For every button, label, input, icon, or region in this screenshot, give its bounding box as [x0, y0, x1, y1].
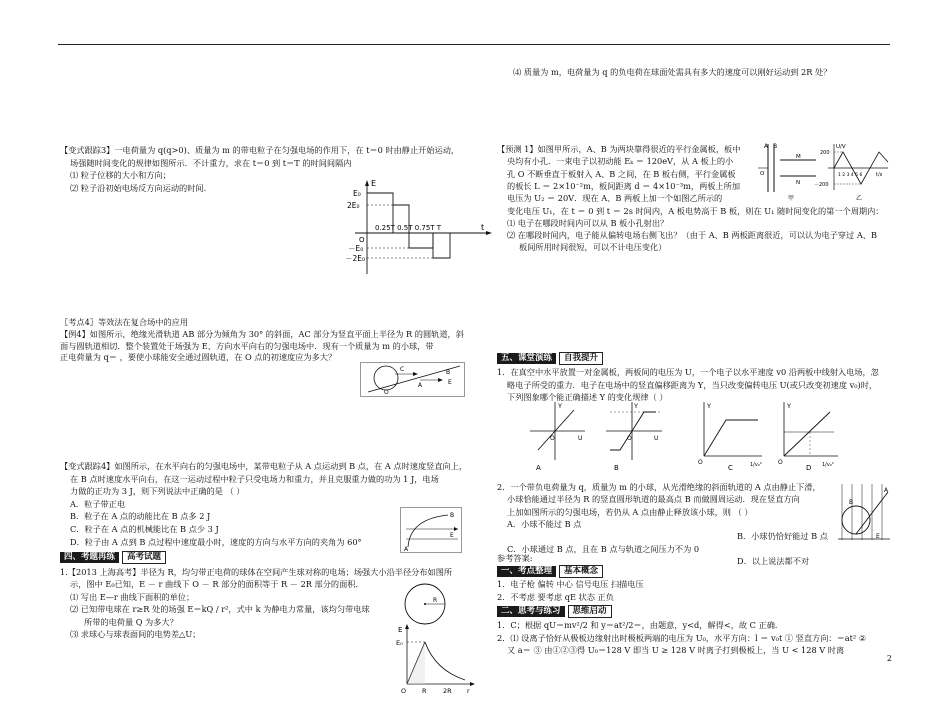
- svg-text:A: A: [536, 464, 541, 472]
- fig-u200: 200: [820, 150, 830, 156]
- svg-text:O: O: [627, 435, 632, 442]
- bs4-line: 【变式跟踪4】如图所示，在水平向右的匀强电场中，某带电粒子从 A 点运动到 B 点，在 A 点时速度竖直向上，: [60, 461, 468, 471]
- gk-line: ⑴ 写出 E—r 曲线下面积的单位；: [70, 591, 195, 602]
- section-5-sub: 自我提升: [559, 352, 603, 365]
- svg-text:A: A: [418, 382, 423, 389]
- yl2-line: 小球恰能通过半径为 R 的竖直圆形轨道的最高点 B 而做圆周运动．现在竖直方向: [507, 494, 800, 505]
- fig-u-unit: U/V: [836, 144, 846, 150]
- e-t-graph: [345, 178, 495, 278]
- yc1-line: 央均有小孔．一束电子以初动能 Eₖ ＝ 120eV，从 A 板上的小: [507, 156, 734, 167]
- bs4-line: B．粒子在 A 点的动能比在 B 点多 2 J: [70, 511, 211, 522]
- bs4-line: A．粒子带正电: [70, 498, 126, 509]
- bs4-line: 力做的正功为 3 J，则下列说法中正确的是 （ ）: [70, 486, 245, 497]
- yc1-line: 变化电压 U₁，在 t ＝ 0 到 t ＝ 2s 时间内，A 板电势高于 B 板，则在 U₁ 随时间变化的第一个周期内：: [507, 205, 884, 216]
- yc1-line: 【预测 1】如图甲所示，A、B 为两块靠得很近的平行金属板，板中: [497, 144, 741, 154]
- t-tick-labels: 0.25T 0.5T 0.75T T: [375, 224, 442, 232]
- svg-text:U: U: [578, 435, 583, 442]
- incline-loop-figure: [360, 362, 465, 397]
- label-2e0: 2E₀: [347, 201, 360, 210]
- svg-text:O: O: [698, 459, 703, 466]
- a1-line: 1．电子枪 偏转 中心 信号电压 扫描电压: [497, 579, 644, 589]
- fig-yi: 乙: [856, 195, 863, 202]
- a1-line: 2．不考虑 要考虑 qE 状态 正负: [497, 591, 614, 602]
- axis-e-label: E: [371, 179, 377, 188]
- yc1-line: 孔 O 不断垂直于板射入 A、B 之间，在 B 板右侧，平行金属板: [507, 168, 736, 179]
- bs3-line: ⑴ 粒子位移的大小和方向；: [70, 170, 171, 181]
- gk-line: 所带的电荷量 Q 为多大？: [84, 616, 178, 627]
- svg-text:Y: Y: [707, 402, 711, 410]
- yc1-line: 板间所用时间很短，可以不计电压变化）: [519, 242, 667, 253]
- gk-line: 1.【2013 上海高考】半径为 R，均匀带正电荷的球体在空间产生球对称的电场；场强大小沿半径分布如图所: [60, 567, 453, 577]
- a2-line: 又 a＝ ③ 由①②③得 U₀＝128 V 即当 U ≥ 128 V 时离子打到极板上，当 U < 128 V 时离: [507, 645, 845, 655]
- section-4-key: 四、考题再练: [60, 552, 119, 563]
- svg-text:C: C: [400, 366, 405, 373]
- svg-text:E: E: [450, 532, 454, 539]
- label-e0: E₀: [353, 189, 361, 198]
- sphere-e-r-figure: [395, 580, 475, 698]
- fig-plate-a: A: [764, 143, 769, 150]
- bs3-line: 【变式跟踪3】一电荷量为 q(q>0)、质量为 m 的带电粒子在匀强电场的作用下，在 t＝0 时由静止开始运动，: [60, 145, 460, 155]
- fig-um200: －200: [814, 182, 829, 188]
- li4-line: 正电荷量为 q＝ ，要使小球能安全通过圆轨道，在 O 点的初速度应为多大？: [60, 352, 337, 362]
- fig-o-label: O: [401, 687, 407, 695]
- svg-text:C: C: [728, 464, 733, 472]
- svg-text:E: E: [448, 379, 452, 386]
- axis-t-label: t: [481, 223, 485, 232]
- gk-line: ⑶ 求球心与球表面间的电势差△U；: [70, 629, 201, 639]
- yl2-line: D．以上说法都不对: [737, 555, 810, 566]
- question-4: ⑷ 质量为 m，电荷量为 q 的负电荷在球面处需具有多大的速度可以刚好运动到 2R 处？: [513, 67, 832, 77]
- svg-text:1/v₀²: 1/v₀²: [822, 462, 834, 468]
- fig-e-label: E: [398, 626, 403, 634]
- answer-label: 参考答案:: [497, 553, 533, 563]
- particle-path-figure: [400, 507, 462, 553]
- plates-voltage-figure: [758, 140, 890, 202]
- yl1-line: 下列图象哪个能正确描述 Y 的变化规律（ ）: [507, 392, 668, 403]
- a2-line: 1．C；根据 qU＝mv²/2 和 y＝at²/2＝，由题意，y<d，解得<，故 C 正确．: [497, 620, 784, 630]
- ans1-key: 一、考点整理: [497, 566, 556, 577]
- option-graph-c: [698, 402, 762, 472]
- svg-text:O: O: [778, 459, 783, 466]
- section-4-header: [60, 551, 166, 564]
- bs3-line: ⑵ 粒子沿初始电场反方向运动的时间．: [70, 182, 212, 193]
- fig-t-ticks: 1 2 3 4 5 6: [838, 173, 863, 178]
- svg-text:O: O: [384, 389, 389, 396]
- kaodian-4-text: 〖考点4〗等效法在复合场中的应用: [60, 317, 189, 327]
- fig-2r-label: 2R: [443, 687, 452, 695]
- yc1-line: ⑴ 电子在哪段时间内可以从 B 板小孔射出？: [507, 217, 669, 228]
- bs4-line: 在 B 点时速度水平向右，在这一运动过程中粒子只受电场力和重力，并且克服重力做的功为 1 J，电场: [70, 473, 439, 484]
- option-graph-a: [530, 402, 585, 472]
- option-graph-b: [606, 402, 662, 472]
- yl2-line: B．小球仍恰好能过 B 点: [737, 531, 828, 542]
- yl2-line: 上加如图所示的匀强电场，若仍从 A 点由静止释放该小球，则 （ ）: [507, 506, 753, 517]
- section-5-key: 五、课堂演练: [497, 353, 556, 364]
- answer-2-header: [497, 605, 612, 618]
- yl2-line: 2．一个带负电荷量为 q，质量为 m 的小球，从光滑绝缘的斜面轨道的 A 点由静止下滑，: [497, 482, 821, 492]
- bs4-line: D．粒子由 A 点到 B 点过程中速度最小时，速度的方向与水平方向的夹角为 60°: [70, 536, 362, 547]
- ans1-sub: 基本概念: [559, 565, 603, 578]
- fig-plate-b: B: [773, 143, 778, 150]
- yl2-line: C．小球通过 B 点，且在 B 点与轨道之间压力不为 0: [507, 543, 700, 554]
- svg-text:D: D: [806, 464, 812, 472]
- fig-m: M: [796, 154, 801, 160]
- yl1-line: 1．在真空中水平放置一对金属板，两板间的电压为 U，一个电子以水平速度 v0 沿两板中线射入电场，忽: [497, 367, 879, 377]
- svg-text:B: B: [614, 464, 619, 472]
- loop-b: B: [849, 499, 854, 506]
- bs3-line: 场强随时间变化的规律如图所示．不计重力，求在 t＝0 到 t＝T 的时间间隔内: [70, 157, 352, 168]
- svg-text:B: B: [450, 512, 455, 519]
- ans2-key: 二、思考与练习: [497, 606, 565, 617]
- header-rule: [58, 44, 890, 45]
- ans2-sub: 思维启动: [568, 605, 612, 618]
- fig-jia: 甲: [788, 195, 795, 202]
- svg-text:Y: Y: [558, 402, 562, 410]
- origin-label: O: [359, 236, 365, 244]
- section-4-sub: 高考试题: [122, 551, 166, 564]
- option-graph-d: [778, 402, 838, 472]
- answer-1-header: [497, 565, 603, 578]
- yc1-line: ⑵ 在哪段时间内，电子能从偏转电场右侧飞出？（由于 A、B 两板距离很近，可以认为电子穿过 A、B: [507, 230, 877, 241]
- label-neg-e0: －E₀: [348, 244, 364, 253]
- fig-r-label: R: [422, 687, 427, 695]
- svg-text:U: U: [654, 435, 659, 442]
- bs4-line: C．粒子在 A 点的机械能比在 B 点少 3 J: [70, 524, 219, 534]
- fig-n: N: [796, 180, 801, 186]
- gk-line: 示，图中 E₀已知，E － r 曲线下 O － R 部分的面积等于 R － 2R 部分的面积．: [70, 579, 364, 590]
- loop-track-figure: [836, 482, 892, 544]
- svg-text:B: B: [446, 369, 451, 376]
- fig-e0-label: E₀: [396, 639, 403, 647]
- yl1-line: 略电子所受的重力．电子在电场中的竖直偏移距离为 Y，当只改变偏转电压 U(或只改变初速度 v₀)时，: [507, 379, 878, 390]
- svg-text:1/v₀²: 1/v₀²: [750, 462, 762, 468]
- label-neg-2e0: －2E₀: [345, 254, 366, 263]
- svg-text:Y: Y: [634, 402, 638, 410]
- yc1-line: 的板长 L ＝ 2×10⁻²m，板间距离 d ＝ 4×10⁻³m，两板上所加: [507, 180, 741, 191]
- svg-text:O: O: [550, 435, 555, 442]
- li4-line: 面与圆轨道相切．整个装置处于场强为 E、方向水平向右的匀强电场中．现有一个质量为 m 的小球，带: [60, 340, 434, 351]
- fig-o: O: [760, 171, 765, 177]
- li4-line: 【例4】如图所示，绝缘光滑轨道 AB 部分为倾角为 30° 的斜面，AC 部分为竖直平面上半径为 R 的圆轨道，斜: [60, 329, 464, 339]
- loop-e: E: [876, 533, 880, 540]
- section-5-header: [497, 352, 603, 365]
- a2-line: 2．⑴ 设离子恰好从极板边缘射出时极板两端的电压为 U₀，水平方向：l ＝ v₀t ① 竖直方向：＝at² ②: [497, 632, 867, 643]
- gk-line: ⑵ 已知带电球在 r≥R 处的场强 E＝kQ / r²，式中 k 为静电力常量，该均匀带电球: [70, 604, 370, 615]
- page-number: 2: [886, 654, 892, 663]
- yl2-line: A．小球不能过 B 点: [507, 518, 582, 529]
- yc1-line: 电压为 U₂ ＝ 20V．现在 A、B 两板上加一个如图乙所示的: [507, 193, 723, 204]
- option-graphs: [530, 398, 840, 473]
- loop-a: A: [884, 487, 889, 494]
- fig-t-axis: t/s: [876, 172, 883, 178]
- svg-text:R: R: [433, 597, 438, 604]
- fig-axis-r-label: r: [467, 687, 470, 695]
- svg-text:Y: Y: [787, 402, 791, 410]
- svg-text:A: A: [404, 546, 409, 553]
